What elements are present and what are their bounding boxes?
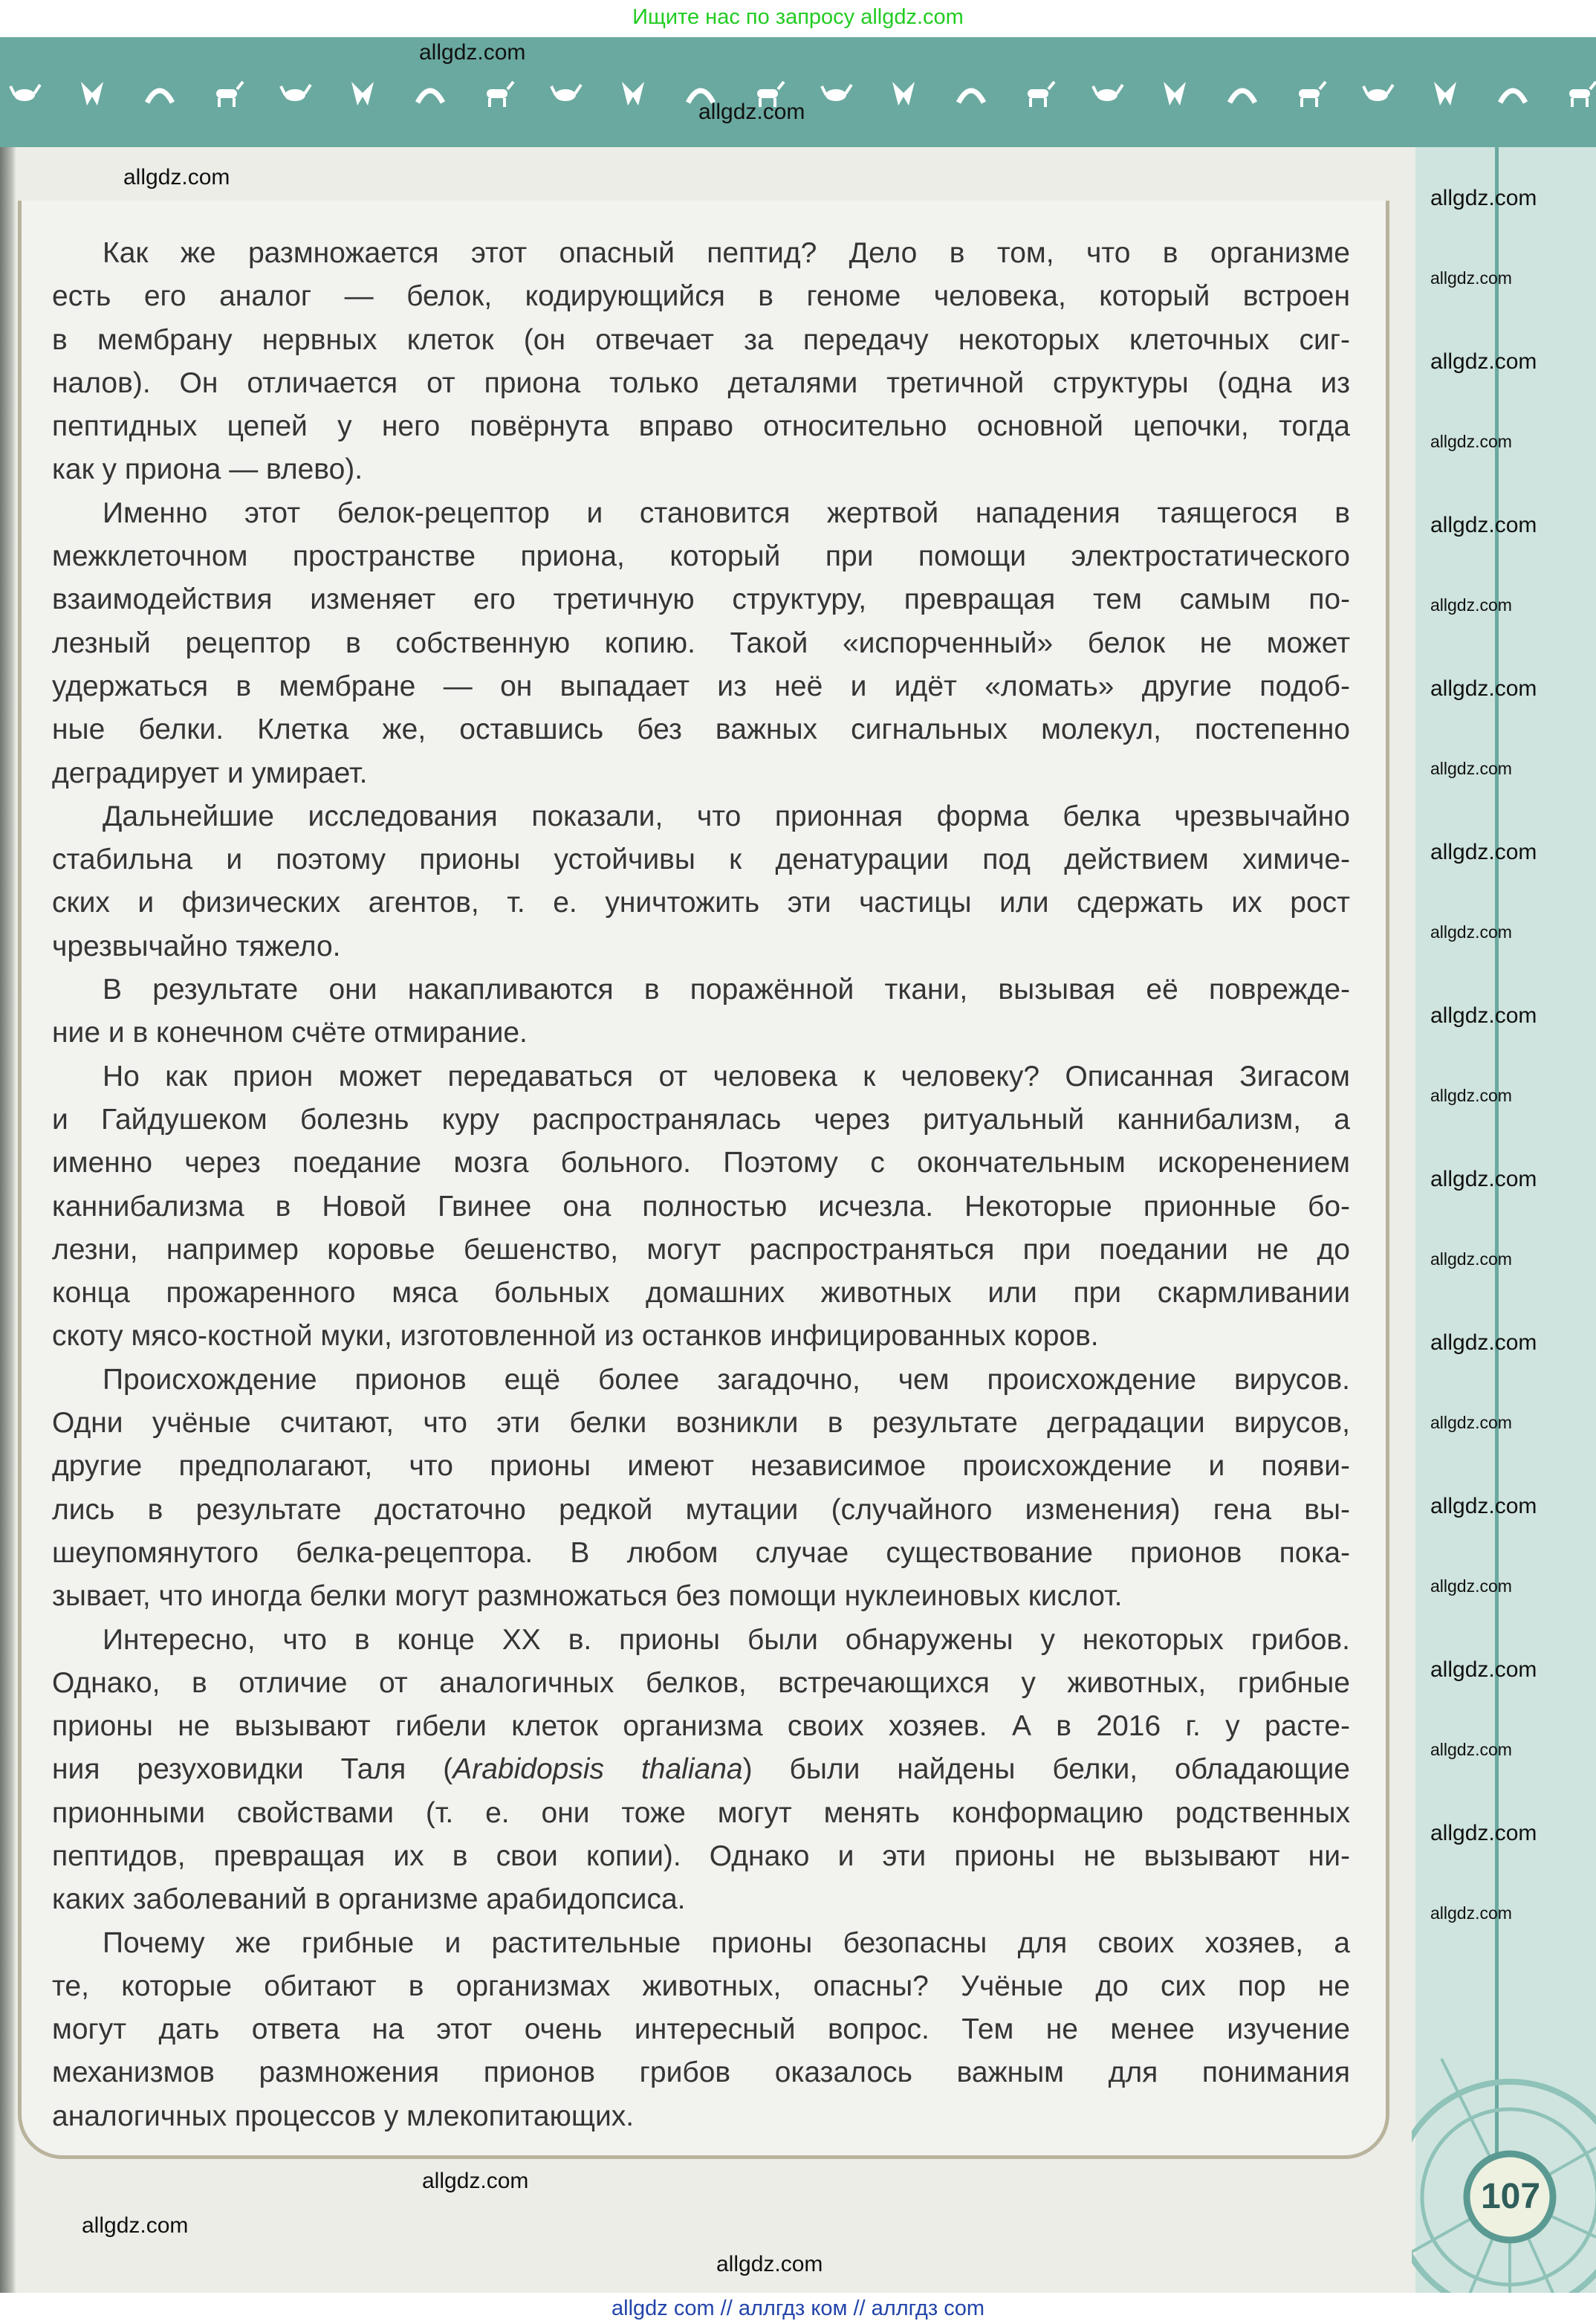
text-line: прионы не вызывают гибели клеток организма своих хозяев. А в 2016 г. у расте- [52,1710,1350,1743]
text-line: Однако, в отличие от аналогичных белков, встречающихся у животных, грибные [52,1666,1350,1699]
text-line: зывает, что иногда белки могут размножаться без помощи нуклеиновых кислот. [52,1580,1123,1613]
text-line: и Гайдушеком болезнь куру распространялась через ритуальный каннибализм, а [52,1103,1350,1136]
watermark: allgdz.com [419,40,526,65]
watermark: allgdz.com [1430,432,1512,451]
footer-links: allgdz com // аллгдз ком // аллгдз com [612,2297,984,2320]
watermark: allgdz.com [1430,1821,1537,1845]
textbook-page [0,37,1596,2293]
watermark: allgdz.com [1430,1086,1512,1105]
text-line: Как же размножается этот опасный пептид? Дело в том, что в организме [103,237,1350,269]
animal-silhouette-icon [413,76,447,110]
text-line: стабильна и поэтому прионы устойчивы к денатурации под действием химиче- [52,844,1350,876]
text-line: как у приона — влево). [52,453,363,486]
page-number-decoration [1412,2044,1596,2293]
animal-silhouette-icon [954,76,988,110]
text-line: конца прожаренного мяса больных домашних животных или при скармливании [52,1277,1350,1310]
text-line: лезный рецептор в собственную копию. Такой «испорченный» белок не может [52,627,1350,659]
text-line: каких заболеваний в организме арабидопсиса. [52,1883,686,1916]
watermark: allgdz.com [1430,349,1537,374]
text-line: пептидных цепей у него повёрнута вправо относительно основной цепочки, тогда [52,410,1350,443]
text-line: могут дать ответа на этот очень интересный вопрос. Тем не менее изучение [52,2013,1350,2046]
paragraph [52,795,1351,968]
animal-silhouette-icon [548,76,583,110]
animal-silhouette-icon [1022,76,1056,110]
watermark: allgdz.com [1430,1903,1512,1923]
watermark: allgdz.com [1430,1003,1537,1028]
watermark: allgdz.com [1430,676,1537,701]
text-line: те, которые обитают в организмах животных, опасны? Учёные до сих пор не [52,1969,1350,2002]
text-line: лись в результате достаточно редкой мутации (случайного изменения) гена вы- [52,1493,1350,1526]
text-line: другие предполагают, что прионы имеют независимое происхождение и появи- [52,1450,1350,1483]
animal-silhouette-icon [1360,76,1395,110]
animal-silhouette-icon [819,76,853,110]
animal-silhouette-icon [210,76,244,110]
text-line: ные белки. Клетка же, оставшись без важных сигнальных молекул, постепенно [52,713,1350,746]
watermark: allgdz.com [716,2252,823,2276]
watermark: allgdz.com [698,100,805,124]
animal-silhouette-icon [616,76,650,110]
animal-silhouette-icon [7,76,42,110]
watermark: allgdz.com [1430,1330,1537,1355]
page-number: 107 [1480,2177,1541,2216]
watermark: allgdz.com [1430,1740,1512,1759]
search-banner: Ищите нас по запросу allgdz.com [632,5,964,29]
watermark: allgdz.com [1430,513,1537,537]
text-line: Происхождение прионов ещё более загадочно, чем происхождение вирусов. [103,1363,1350,1396]
animal-silhouette-icon [1090,76,1124,110]
text-line: Почему же грибные и растительные прионы безопасны для своих хозяев, а [103,1926,1350,1959]
watermark: allgdz.com [123,165,230,190]
animal-silhouette-icon [1225,76,1259,110]
text-line: налов). Он отличается от приона только деталями третичной структуры (одна из [52,366,1350,399]
paragraph [52,492,1351,795]
text-line: лезни, например коровье бешенство, могут распространяться при поедании не до [52,1233,1350,1266]
paragraph [52,1359,1351,1619]
animal-silhouette-icon [143,76,177,110]
header-band [0,37,1596,147]
watermark: allgdz.com [1430,268,1512,288]
watermark: allgdz.com [422,2169,529,2193]
watermark: allgdz.com [82,2213,189,2238]
text-line: прионными свойствами (т. е. они тоже могут менять конформацию родственных [52,1796,1350,1829]
paragraph [52,1922,1351,2138]
text-line: именно через поедание мозга больного. Поэтому с окончательным искоренением [52,1147,1350,1179]
text-line: Дальнейшие исследования показали, что прионная форма белка чрезвычайно [103,800,1350,832]
text-line: ние и в конечном счёте отмирание. [52,1017,528,1049]
text-line: удержаться в мембране — он выпадает из неё и идёт «ломать» другие подоб- [52,670,1350,702]
watermark: allgdz.com [1430,1413,1512,1432]
animal-silhouette-icon [346,76,380,110]
watermark: allgdz.com [1430,1167,1537,1191]
text-line: чрезвычайно тяжело. [52,930,341,962]
text-line: Интересно, что в конце XX в. прионы были обнаружены у некоторых грибов. [103,1623,1350,1656]
text-line: В результате они накапливаются в поражённой ткани, вызывая её поврежде- [103,974,1350,1006]
text-line: Одни учёные считают, что эти белки возникли в результате деградации вирусов, [52,1407,1350,1440]
text-line: механизмов размножения прионов грибов оказалось важным для понимания [52,2056,1350,2089]
paragraph [52,1619,1351,1922]
text-line: деградирует и умирает. [52,757,368,789]
watermark: allgdz.com [1430,922,1512,942]
page-binding-shadow [0,37,16,2293]
paragraph [52,232,1351,492]
animal-silhouette-icon [1158,76,1192,110]
watermark: allgdz.com [1430,595,1512,615]
animal-silhouette-icon [1428,76,1462,110]
text-line: ния резуховидки Таля (Arabidopsis thaliana) были найдены белки, обладающие [52,1753,1350,1786]
paragraph [52,968,1351,1055]
watermark: allgdz.com [1430,840,1537,864]
watermark: allgdz.com [1430,759,1512,778]
text-line: пептидов, превращая их в свои копии). Однако и эти прионы не вызывают ни- [52,1839,1350,1872]
text-line: аналогичных процессов у млекопитающих. [52,2100,635,2132]
margin-strip [1415,147,1596,2293]
animal-silhouette-icon [481,76,515,110]
animal-silhouette-icon [278,76,312,110]
watermark: allgdz.com [1430,1249,1512,1269]
text-line: скоту мясо-костной муки, изготовленной из останков инфицированных коров. [52,1320,1099,1353]
watermark: allgdz.com [1430,1576,1512,1596]
latin-species-name: Arabidopsis thaliana [452,1753,743,1786]
watermark: allgdz.com [1430,186,1537,210]
watermark: allgdz.com [1430,1657,1537,1682]
text-line: ских и физических агентов, т. е. уничтожить эти частицы или сдержать их рост [52,887,1350,919]
animal-silhouette-icon [886,76,921,110]
text-line: есть его аналог — белок, кодирующийся в геноме человека, который встроен [52,280,1350,313]
animal-silhouette-icon [1293,76,1327,110]
text-line: каннибализма в Новой Гвинее она полностью исчезла. Некоторые прионные бо- [52,1190,1350,1223]
text-line: Именно этот белок-рецептор и становится жертвой нападения таящегося в [103,496,1350,529]
animal-silhouette-icon [75,76,109,110]
text-line: Но как прион может передаваться от человека к человеку? Описанная Зигасом [103,1060,1350,1093]
text-line: в мембрану нервных клеток (он отвечает за передачу некоторых клеточных сиг- [52,323,1350,356]
text-line: межклеточном пространстве приона, который при помощи электростатического [52,540,1350,573]
body-text [52,232,1351,2138]
animal-silhouette-icon [1496,76,1530,110]
text-line: шеупомянутого белка-рецептора. В любом случае существование прионов пока- [52,1536,1350,1569]
watermark: allgdz.com [1430,1494,1537,1518]
animal-silhouette-icon [1563,76,1596,110]
compass-rings-icon [1412,2044,1596,2293]
paragraph [52,1055,1351,1359]
text-line: взаимодействия изменяет его третичную структуру, превращая тем самым по- [52,583,1350,616]
